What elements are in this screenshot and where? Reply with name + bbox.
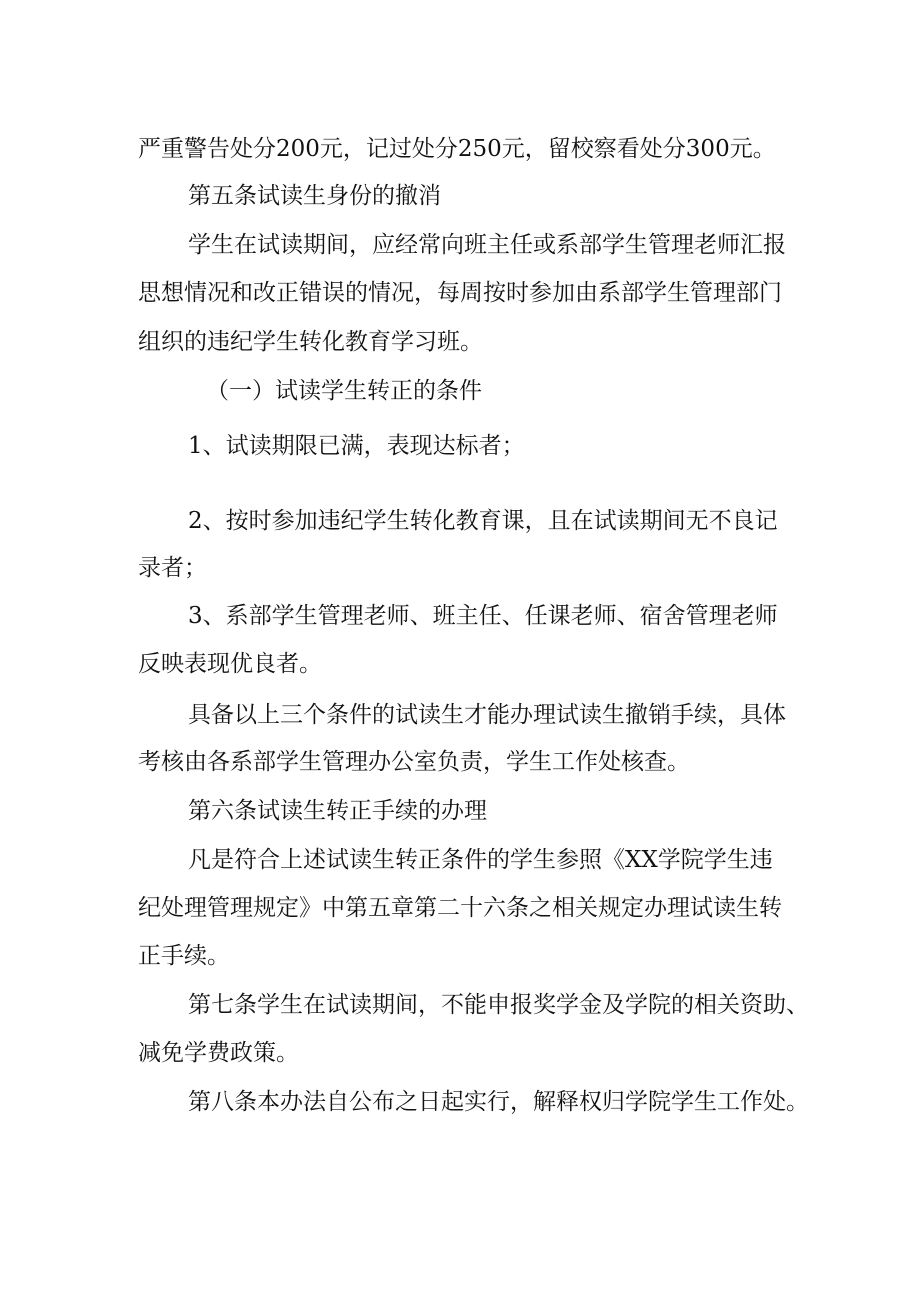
article-5-para-line-1: 学生在试读期间，应经常向班主任或系部学生管理老师汇报 — [188, 232, 786, 258]
article-7-line-1: 第七条学生在试读期间，不能申报奖学金及学院的相关资助、 — [188, 992, 809, 1018]
article-6-para-line-2: 纪处理管理规定》中第五章第二十六条之相关规定办理试读生转 — [138, 895, 782, 921]
section-1-heading: （一）试读学生转正的条件 — [206, 378, 482, 404]
article-8-line: 第八条本办法自公布之日起实行，解释权归学院学生工作处。 — [188, 1089, 809, 1115]
article-6-para-line-3: 正手续。 — [138, 943, 230, 969]
article-7-line-2: 减免学费政策。 — [138, 1040, 299, 1066]
article-5-para-line-2: 思想情况和改正错误的情况，每周按时参加由系部学生管理部门 — [138, 280, 782, 306]
penalty-amounts-line: 严重警告处分200元，记过处分250元，留校察看处分300元。 — [138, 136, 776, 162]
article-6-heading: 第六条试读生转正手续的办理 — [188, 798, 487, 824]
condition-2-line-1: 2、按时参加违纪学生转化教育课，且在试读期间无不良记 — [188, 508, 778, 534]
condition-2-line-2: 录者； — [138, 555, 207, 581]
article-5-para-line-3: 组织的违纪学生转化教育学习班。 — [138, 329, 483, 355]
condition-3-line-1: 3、系部学生管理老师、班主任、任课老师、宿舍管理老师 — [188, 603, 778, 629]
article-6-para-line-1: 凡是符合上述试读生转正条件的学生参照《XX学院学生违 — [188, 847, 773, 873]
conditions-summary-line-2: 考核由各系部学生管理办公室负责，学生工作处核查。 — [138, 749, 690, 775]
conditions-summary-line-1: 具备以上三个条件的试读生才能办理试读生撤销手续，具体 — [188, 702, 786, 728]
condition-1: 1、试读期限已满，表现达标者； — [188, 433, 525, 459]
article-5-heading: 第五条试读生身份的撤消 — [188, 183, 441, 209]
condition-3-line-2: 反映表现优良者。 — [138, 651, 322, 677]
